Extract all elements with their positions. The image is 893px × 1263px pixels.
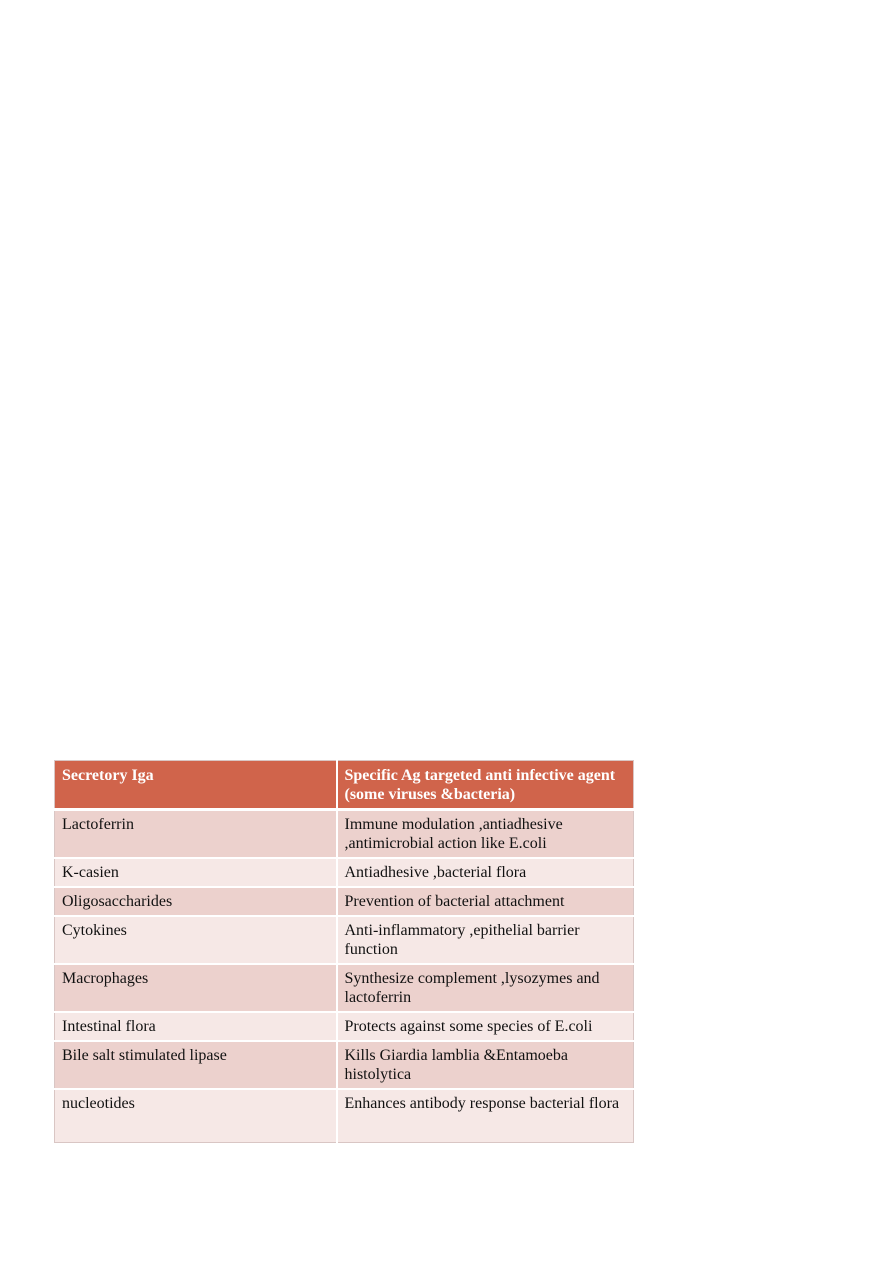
table-row [55,916,634,964]
breast-milk-factors-table [54,760,634,1143]
function-cell: Enhances antibody response bacterial flora [337,1089,634,1143]
column-header-component: Secretory Iga [55,761,337,810]
component-cell: Bile salt stimulated lipase [55,1041,337,1089]
function-cell: Immune modulation ,antiadhesive ,antimicrobial action like E.coli [337,810,634,859]
table-row [55,810,634,859]
function-cell: Synthesize complement ,lysozymes and lactoferrin [337,964,634,1012]
component-cell: Cytokines [55,916,337,964]
component-cell: Macrophages [55,964,337,1012]
table-row [55,1012,634,1041]
table-row [55,858,634,887]
component-cell: K-casien [55,858,337,887]
component-cell: Intestinal flora [55,1012,337,1041]
function-cell: Protects against some species of E.coli [337,1012,634,1041]
table-header-row [55,761,634,810]
function-cell: Anti-inflammatory ,epithelial barrier function [337,916,634,964]
table-row [55,1041,634,1089]
function-cell: Antiadhesive ,bacterial flora [337,858,634,887]
component-cell: Oligosaccharides [55,887,337,916]
function-cell: Prevention of bacterial attachment [337,887,634,916]
table-row [55,1089,634,1143]
table-row [55,964,634,1012]
component-cell: Lactoferrin [55,810,337,859]
component-cell: nucleotides [55,1089,337,1143]
function-cell: Kills Giardia lamblia &Entamoeba histolytica [337,1041,634,1089]
column-header-function: Specific Ag targeted anti infective agent (some viruses &bacteria) [337,761,634,810]
table-row [55,887,634,916]
